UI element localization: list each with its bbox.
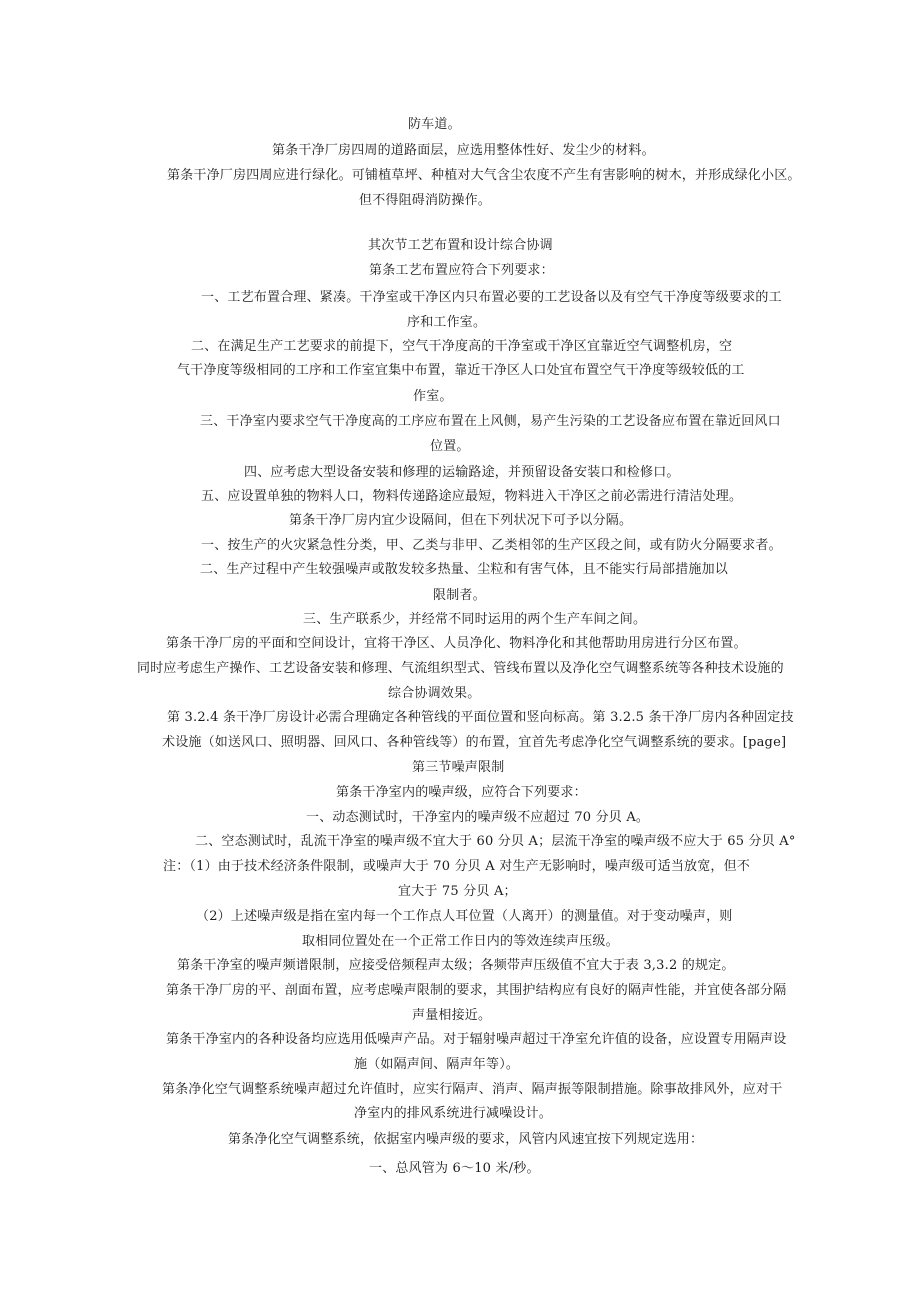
- text-line-18: 二、生产过程中产生较强噪声或散发较多热量、尘粒和有害气体，且不能实行局部措施加以: [200, 562, 729, 577]
- text-line-40: 净室内的排风系统进行减噪设计。: [354, 1106, 553, 1121]
- text-line-42: 一、总风管为 6～10 米/秒。: [369, 1161, 540, 1176]
- section-heading: 其次节工艺布置和设计综合协调: [368, 238, 553, 253]
- text-line-10: 气干净度等级相同的工序和工作室宜集中布置，靠近干净区人口处宜布置空气干净度等级较低的工: [177, 363, 745, 378]
- text-line-34: 第条干净室的噪声频谱限制，应接受倍频程声太级；各频带声压级值不宜大于表 3,3.2 的规定。: [177, 958, 735, 973]
- text-line-8: 序和工作室。: [407, 315, 487, 330]
- text-line-2: 第条干净厂房四周的道路面层，应选用整体性好、发尘少的材料。: [272, 143, 655, 158]
- text-line-19: 限制者。: [433, 588, 486, 603]
- text-line-1: 防车道。: [408, 117, 461, 132]
- text-line-38: 施（如隔声间、隔声年等）。: [354, 1057, 520, 1072]
- text-line-30: 注：（1）由于技术经济条件限制，或噪声大于 70 分贝 A 对生产无影响时，噪声级可适当放宽，但不: [163, 859, 751, 874]
- text-line-17: 一、按生产的火灾紧急性分类，甲、乙类与非甲、乙类相邻的生产区段之间，或有防火分隔要求者。: [201, 538, 782, 553]
- text-line-28: 一、动态测试时，干净室内的噪声级不应超过 70 分贝 A。: [306, 810, 650, 825]
- text-line-36: 声量相接近。: [412, 1008, 492, 1023]
- text-line-14: 四、应考虑大型设备安装和修理的运输路途，并预留设备安装口和检修口。: [244, 465, 680, 480]
- text-line-37: 第条干净室内的各种设备均应选用低噪声产品。对于辐射噪声超过干净室允许值的设备，应设置专用隔声设: [166, 1032, 787, 1047]
- text-line-25: 术设施（如送风口、照明器、回风口、各种管线等）的布置，宜首先考虑净化空气调整系统的要求。[page]: [162, 735, 787, 750]
- text-line-20: 三、生产联系少，并经常不同时运用的两个生产车间之间。: [303, 612, 647, 627]
- text-line-41: 第条净化空气调整系统，依据室内噪声级的要求，风管内风速宜按下列规定选用：: [228, 1132, 704, 1147]
- text-line-33: 取相同位置处在一个正常工作日内的等效连续声压级。: [302, 934, 619, 949]
- text-line-23: 综合协调效果。: [388, 686, 481, 701]
- text-line-3: 第条干净厂房四周应进行绿化。可铺植草坪、种植对大气含尘农度不产生有害影响的树木，并形成绿化小区。: [167, 168, 801, 183]
- text-line-16: 第条干净厂房内宜少设隔间，但在下列状况下可予以分隔。: [289, 513, 633, 528]
- text-line-15: 五、应设置单独的物料人口，物料传递路途应最短，物料进入干净区之前必需进行清洁处理。: [201, 489, 743, 504]
- text-line-7: 一、工艺布置合理、紧凑。干净室或干净区内只布置必要的工艺设备以及有空气干净度等级要求的工: [201, 290, 782, 305]
- text-line-39: 第条净化空气调整系统噪声超过允许值时，应实行隔声、消声、隔声振等限制措施。除事故排风外，应对干: [162, 1082, 783, 1097]
- text-line-21: 第条干净厂房的平面和空间设计，宜将干净区、人员净化、物料净化和其他帮助用房进行分区布置。: [166, 636, 747, 651]
- text-line-27: 第条干净室内的噪声级，应符合下列要求：: [336, 785, 587, 800]
- text-line-13: 位置。: [430, 439, 470, 454]
- text-line-35: 第条干净厂房的平、剖面布置，应考虑噪声限制的要求，其围护结构应有良好的隔声性能，并宜使各部分隔: [166, 983, 787, 998]
- text-line-24: 第 3.2.4 条干净厂房设计必需合理确定各种管线的平面位置和竖向标高。第 3.2.5 条干净厂房内各种固定技: [167, 710, 794, 725]
- text-line-9: 二、在满足生产工艺要求的前提下，空气干净度高的干净室或干净区宜靠近空气调整机房，空: [191, 339, 733, 354]
- section-heading-noise: 第三节噪声限制: [412, 760, 505, 775]
- text-line-31: 宜大于 75 分贝 A；: [398, 884, 517, 899]
- text-line-22: 同时应考虑生产操作、工艺设备安装和修理、气流组织型式、管线布置以及净化空气调整系统等各种技术设施的: [137, 661, 784, 676]
- text-line-11: 作室。: [413, 389, 453, 404]
- text-line-32: （2）上述噪声级是指在室内每一个工作点人耳位置（人离开）的测量值。对于变动噪声，则: [196, 909, 733, 924]
- text-line-6: 第条工艺布置应符合下列要求：: [369, 263, 554, 278]
- text-line-29: 二、空态测试时，乱流干净室的噪声级不宜大于 60 分贝 A；层流干净室的噪声级不应大于 65 分贝 A°: [195, 834, 796, 849]
- text-line-12: 三、干净室内要求空气干净度高的工序应布置在上风侧，易产生污染的工艺设备应布置在靠近回风口: [200, 414, 781, 429]
- text-line-4: 但不得阻碍消防操作。: [359, 193, 492, 208]
